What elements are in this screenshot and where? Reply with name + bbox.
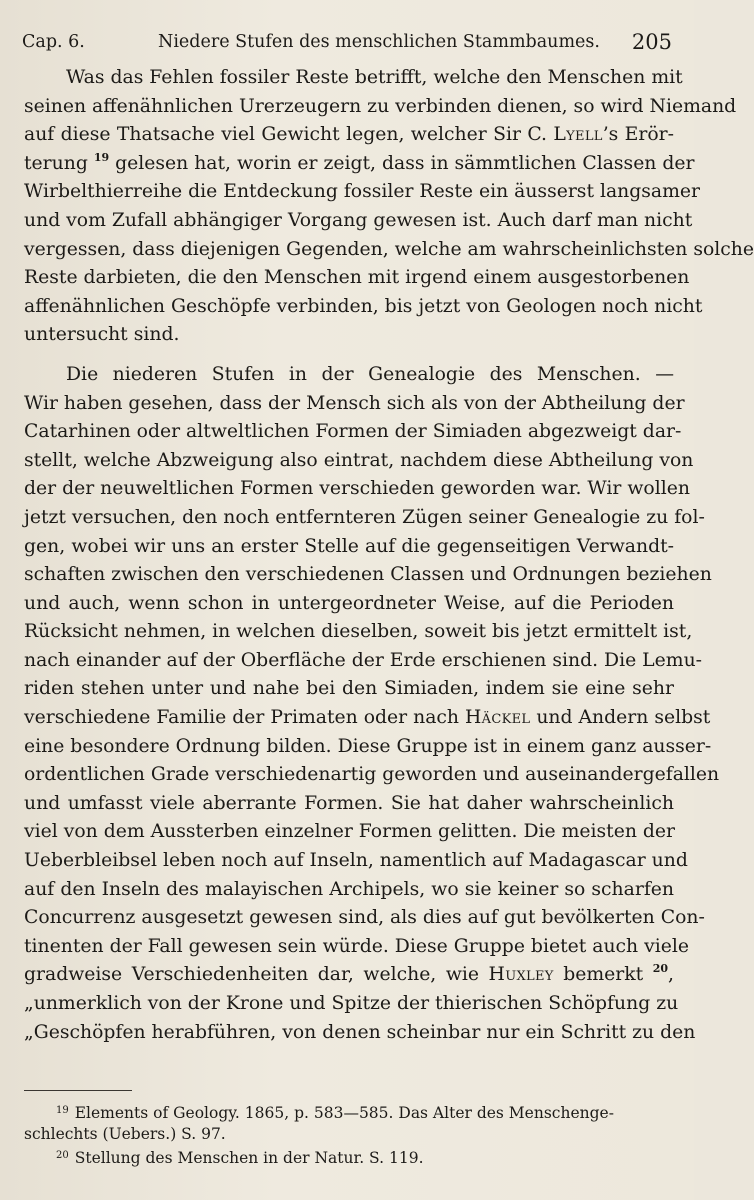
text-line: und vom Zufall abhängiger Vorgang gewesen ist. Auch darf man nicht (24, 209, 693, 231)
text-line: riden stehen unter und nahe bei den Simiaden, indem sie eine sehr (24, 678, 674, 700)
main-text (24, 64, 754, 1047)
text-line: schaften zwischen den verschiedenen Classen und Ordnungen beziehen (24, 564, 712, 586)
text-line: Was das Fehlen fossiler Reste betrifft, welche den Menschen mit (66, 67, 683, 88)
running-header (18, 30, 674, 58)
text-line: Ueberbleibsel leben noch auf Inseln, namentlich auf Madagascar und (24, 850, 688, 872)
footnotes (24, 1100, 674, 1168)
text-line: vergessen, dass diejenigen Gegenden, welche am wahrscheinlichsten solche (24, 238, 754, 260)
text-line: der der neuweltlichen Formen verschieden geworden war. Wir wollen (24, 478, 690, 500)
text-line: Concurrenz ausgesetzt gewesen sind, als dies auf gut bevölkerten Con- (24, 907, 705, 929)
text-line: stellt, welche Abzweigung also eintrat, nachdem diese Abtheilung von (24, 449, 694, 471)
text-line: Rücksicht nehmen, in welchen dieselben, soweit bis jetzt ermittelt ist, (24, 621, 693, 643)
text-line: tinenten der Fall gewesen sein würde. Diese Gruppe bietet auch viele (24, 935, 689, 957)
paragraph-genealogy (24, 361, 720, 1047)
author-name-haeckel: Häckel (464, 707, 531, 729)
page-number: 205 (631, 30, 672, 54)
text-line: terung $^{19}$ gelesen hat, worin er zeigt, dass in sämmtlichen Classen der (24, 150, 695, 174)
chapter-label: Cap. 6. (22, 32, 85, 52)
footnote-19: $^{19}$ Elements of Geology. 1865, p. 583—585. Das Alter des Menschenge- (56, 1104, 614, 1122)
text-line: affenähnlichen Geschöpfe verbinden, bis jetzt von Geologen noch nicht (24, 295, 703, 317)
text-line: jetzt versuchen, den noch entfernteren Zügen seiner Genealogie zu fol- (24, 506, 705, 528)
footnote-mark: 20 (56, 1150, 69, 1161)
text-line: Wirbelthierreihe die Entdeckung fossiler Reste ein äusserst langsamer (24, 181, 701, 203)
text-line: „unmerklich von der Krone und Spitze der thierischen Schöpfung zu (24, 993, 679, 1014)
text-line: und auch, wenn schon in untergeordneter Weise, auf die Perioden (24, 592, 674, 614)
footnote-19-continued: schlechts (Uebers.) S. 97. (24, 1124, 226, 1143)
section-heading-line: Die niederen Stufen in der Genealogie des Menschen. — (66, 363, 674, 385)
text-line: Reste darbieten, die den Menschen mit irgend einem ausgestorbenen (24, 267, 690, 289)
footnote-divider (24, 1090, 132, 1091)
text-line: auf diese Thatsache viel Gewicht legen, welcher Sir C. Lyell’s Erör- (24, 124, 674, 146)
text-line: ordentlichen Grade verschiedenartig geworden und auseinandergefallen (24, 764, 720, 786)
footnote-20: $^{20}$ Stellung des Menschen in der Natur. S. 119. (56, 1149, 424, 1167)
text-line: auf den Inseln des malayischen Archipels, wo sie keiner so scharfen (24, 878, 674, 900)
text-line: Wir haben gesehen, dass der Mensch sich als von der Abtheilung der (24, 392, 685, 414)
running-title: Niedere Stufen des menschlichen Stammbaumes. (158, 32, 600, 52)
text-line: und umfasst viele aberrante Formen. Sie hat daher wahrscheinlich (24, 792, 674, 814)
paragraph-fossil-remains (24, 64, 754, 350)
text-line: nach einander auf der Oberfläche der Erde erschienen sind. Die Lemu- (24, 649, 703, 671)
text-line: viel von dem Aussterben einzelner Formen gelitten. Die meisten der (24, 821, 676, 843)
text-line: verschiedene Familie der Primaten oder nach Häckel und Andern selbst (24, 707, 711, 729)
text-line: seinen affenähnlichen Urerzeugern zu verbinden dienen, so wird Niemand (24, 95, 737, 117)
text-line: untersucht sind. (24, 324, 180, 346)
author-name-lyell: Lyell (553, 124, 603, 146)
text-line: Catarhinen oder altweltlichen Formen der Simiaden abgezweigt dar- (24, 421, 682, 443)
footnote-mark: 19 (56, 1105, 69, 1116)
footnote-ref-20: 20 (652, 962, 669, 976)
author-name-huxley: Huxley (488, 964, 554, 986)
text-line: gen, wobei wir uns an erster Stelle auf die gegenseitigen Verwandt- (24, 535, 674, 557)
text-line: „Geschöpfen herabführen, von denen scheinbar nur ein Schritt zu den (24, 1021, 696, 1043)
text-line: gradweise Verschiedenheiten dar, welche, wie Huxley bemerkt $^{20}$, (24, 962, 674, 986)
text-line: eine besondere Ordnung bilden. Diese Gruppe ist in einem ganz ausser- (24, 735, 712, 757)
footnote-ref-19: 19 (93, 150, 110, 164)
